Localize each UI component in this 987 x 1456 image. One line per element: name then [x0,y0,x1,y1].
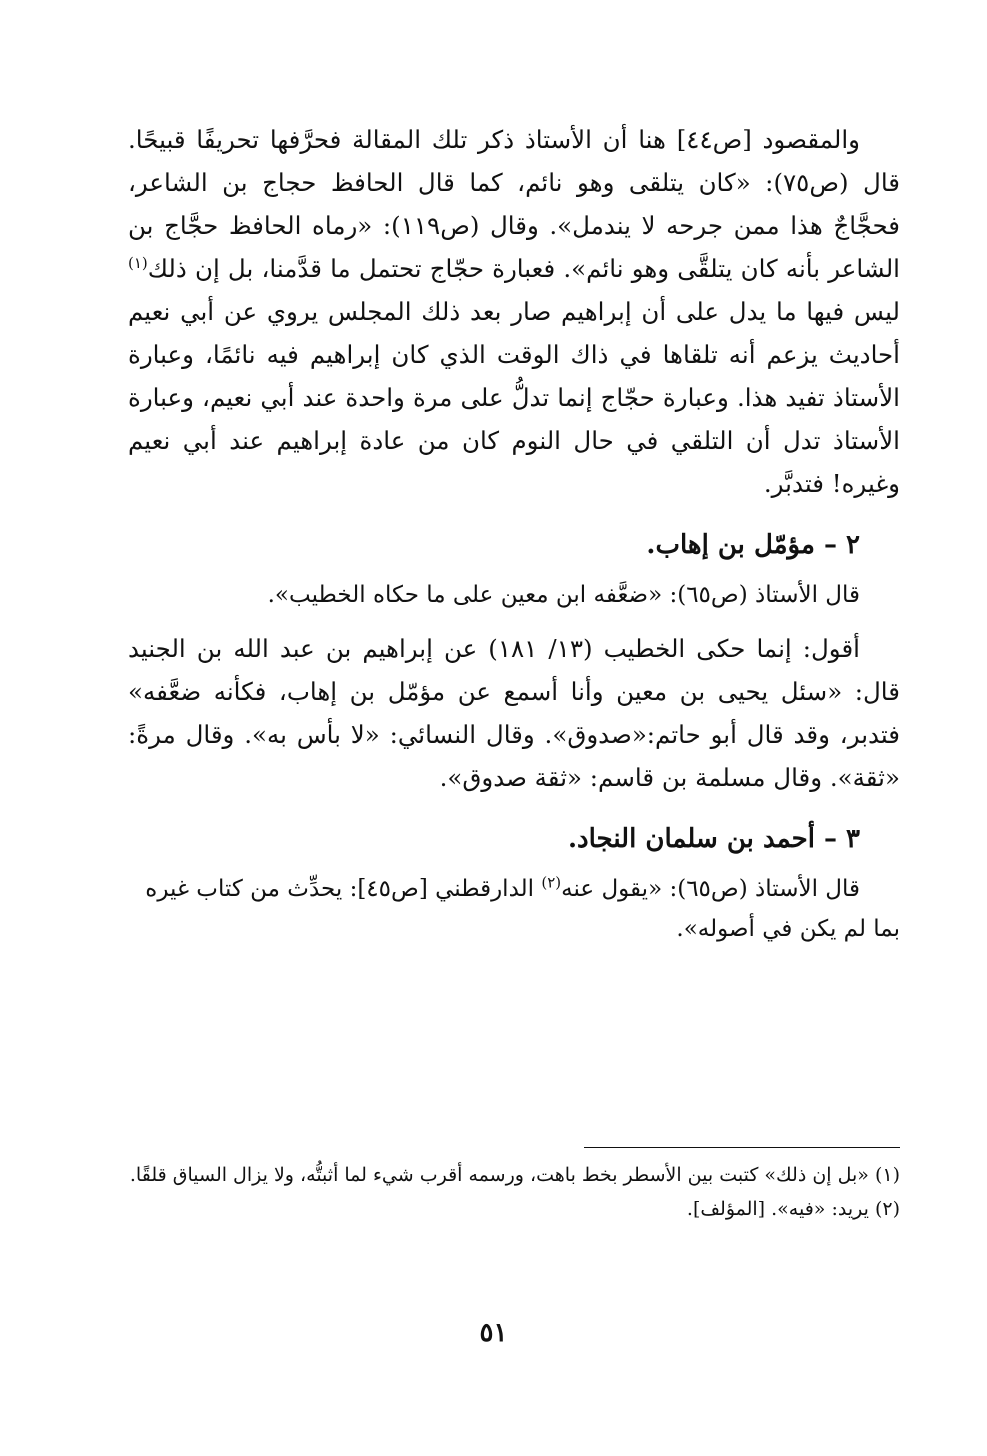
page-number: ٥١ [479,1318,508,1348]
paragraph-1-continued: ليس فيها ما يدل على أن إبراهيم صار بعد ذلك المجلس يروي عن أبي نعيم أحاديث يزعم أنه تلقاها في ذاك الوقت الذي كان إبراهيم فيه نائمًا، وعبارة الأستاذ تفيد هذا. وعبارة حجّاج إنما تدلُّ على مرة واحدة عند أبي نعيم، وعبارة الأستاذ تدل أن التلقي في حال النوم كان من عادة إبراهيم عند أبي نعيم وغيره! فتدبَّر. [128,297,900,498]
quote-3 [128,869,900,949]
footnote-divider [584,1147,900,1148]
paragraph-2: أقول: إنما حكى الخطيب (١٣/ ١٨١) عن إبراهيم بن عبد الله بن الجنيد قال: «سئل يحيى بن معين وأنا أسمع عن مؤمّل بن إهاب، فكأنه ضعَّفه» فتدبر، وقد قال أبو حاتم:«صدوق». وقال النسائي: «لا بأس به». وقال مرةً: «ثقة». وقال مسلمة بن قاسم: «ثقة صدوق». [128,634,900,792]
paragraph-1 [128,118,900,505]
footnote-ref-2: (٢) [541,873,562,892]
quote-2: قال الأستاذ (ص٦٥): «ضعَّفه ابن معين على ما حكاه الخطيب». [267,582,860,608]
footnote-ref-1: (١) [128,253,148,272]
footnote-2: (٢) يريد: «فيه». [المؤلف]. [686,1198,900,1220]
section-heading-2: ٢ – مؤمّل بن إهاب. [646,530,860,560]
quote-3-text: قال الأستاذ (ص٦٥): «يقول عنه [561,876,860,902]
quote-3-continued: الدارقطني [ص٤٥]: يحدِّث من كتاب غيره بما لم يكن في أصوله». [145,876,900,942]
page-body [128,118,900,961]
footnote-1: (١) «بل إن ذلك» كتبت بين الأسطر بخط باهت، ورسمه أقرب شيء لما أثبتُّه، ولا يزال السياق قلقًا. [129,1164,900,1186]
section-heading-3: ٣ – أحمد بن سلمان النجاد. [568,824,860,854]
footnotes [128,1158,900,1226]
paragraph-1-text: والمقصود [ص٤٤] هنا أن الأستاذ ذكر تلك المقالة فحرَّفها تحريفًا قبيحًا. قال (ص٧٥): «كان يتلقى وهو نائم، كما قال الحافظ حجاج بن الشاعر، فحجَّاجٌ هذا ممن جرحه لا يندمل». وقال (ص١١٩): «رماه الحافظ حجَّاج بن الشاعر بأنه كان يتلقَّى وهو نائم». فعبارة حجّاج تحتمل ما قدَّمنا، بل إن ذلك [128,125,901,283]
